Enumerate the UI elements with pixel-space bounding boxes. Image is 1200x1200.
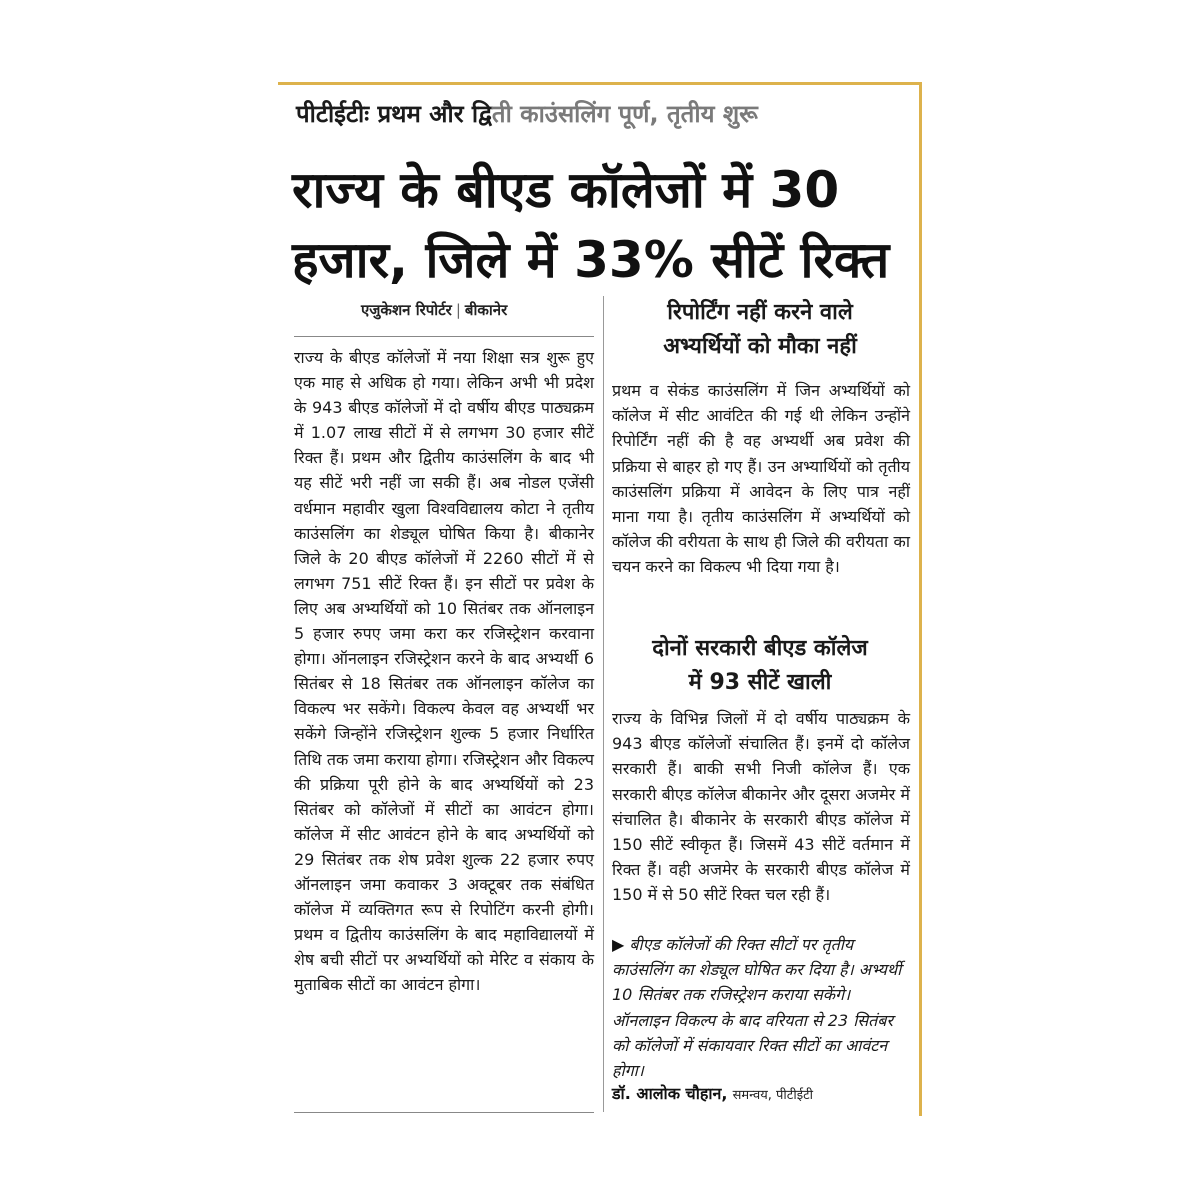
quote-author [612, 1082, 912, 1104]
byline-location: बीकानेर [464, 301, 508, 319]
kicker-part-dark: पीटीईटीः प्रथम और द्वि [296, 100, 492, 128]
main-headline [292, 155, 918, 295]
government-colleges-text: राज्य के विभिन्न जिलों में दो वर्षीय पाठ्यक्रम के 943 बीएड कॉलेजों संचालित हैं। इनमें दो कॉलेज सरकारी हैं। बाकी सभी निजी कॉलेज हैं। एक सरकारी बीएड कॉलेज बीकानेर और दूसरा अजमेर में संचालित है। बीकानेर के सरकारी बीएड कॉलेज में 150 सीटें स्वीकृत हैं। जिसमें 43 सीटें वर्तमान में रिक्त हैं। वही अजमेर के सरकारी बीएड कॉलेज में 150 में से 50 सीटें रिक्त चल रही हैं। [612, 709, 910, 905]
kicker-headline [296, 95, 916, 133]
subheading-reporting [612, 296, 908, 364]
author-role: समन्वय, पीटीईटी [732, 1088, 814, 1103]
column-divider-top [294, 336, 594, 337]
author-name: डॉ. आलोक चौहान, [612, 1084, 728, 1103]
column-divider-vertical [603, 296, 604, 1112]
quote-marker-icon: ▶ [612, 935, 625, 954]
subheading-reporting-line-2: अभ्यर्थियों को मौका नहीं [663, 334, 857, 359]
headline-line-2: हजार, जिले में 33% सीटें रिक्त [292, 231, 890, 289]
headline-line-1: राज्य के बीएड कॉलेजों में 30 [292, 161, 840, 219]
byline-reporter: एजुकेशन रिपोर्टर [361, 301, 452, 319]
quote-block [612, 932, 908, 1083]
subheading-government-colleges [612, 632, 908, 700]
byline [361, 300, 601, 320]
column-divider-bottom [294, 1112, 594, 1113]
subheading-government-line-2: में 93 सीटें खाली [688, 670, 832, 695]
kicker-part-gray: ती काउंसलिंग पूर्ण, तृतीय शुरू [491, 100, 758, 128]
main-story-text: राज्य के बीएड कॉलेजों में नया शिक्षा सत्र शुरू हुए एक माह से अधिक हो गया। लेकिन अभी भी प्रदेश के 943 बीएड कॉलेजों में दो वर्षीय बीएड पाठ्यक्रम में 1.07 लाख सीटों में से लगभग 30 हजार सीटें रिक्त हैं। प्रथम और द्वितीय काउंसलिंग के बाद भी यह सीटें भरी नहीं जा सकी हैं। अब नोडल एजेंसी वर्धमान महावीर खुला विश्वविद्यालय कोटा ने तृतीय काउंसलिंग का शेड्यूल घोषित किया है। बीकानेर जिले के 20 बीएड कॉलेजों में 2260 सीटों में से लगभग 751 सीटें रिक्त हैं। इन सीटों पर प्रवेश के लिए अब अभ्यर्थियों को 10 सितंबर तक ऑनलाइन 5 हजार रुपए जमा करा कर रजिस्ट्रेशन करवाना होगा। ऑनलाइन रजिस्ट्रेशन करने के बाद अभ्यर्थी 6 सितंबर से 18 सितंबर तक ऑनलाइन कॉलेज का विकल्प भर सकेंगे। विकल्प केवल वह अभ्यर्थी भर सकेंगे जिन्होंने रजिस्ट्रेशन शुल्क 5 हजार निर्धारित तिथि तक जमा कराया होगा। रजिस्ट्रेशन और विकल्प की प्रक्रिया पूरी होने के बाद अभ्यर्थियों को 23 सितंबर को कॉलेजों में सीटों का आवंटन होगा। कॉलेज में सीट आवंटन होने के बाद अभ्यर्थियों को 29 सितंबर तक शेष प्रवेश शुल्क 22 हजार रुपए ऑनलाइन जमा कवाकर 3 अक्टूबर तक संबंधित कॉलेज में व्यक्तिगत रूप से रिपोटिंग करनी होगी। प्रथम व द्वितीय काउंसलिंग के बाद महाविद्यालयों में शेष बची सीटों पर अभ्यर्थियों को मेरिट व संकाय के मुताबिक सीटों का आवंटन होगा। [294, 348, 594, 995]
reporting-story-text: प्रथम व सेकंड काउंसलिंग में जिन अभ्यर्थियों को कॉलेज में सीट आवंटित की गई थी लेकिन उन्होंने रिपोर्टिंग नहीं की है वह अभ्यर्थी अब प्रवेश की प्रक्रिया से बाहर हो गए हैं। उन अभ्यार्थियों को तृतीय काउंसलिंग प्रक्रिया में आवेदन के लिए पात्र नहीं माना गया है। तृतीय काउंसलिंग में अभ्यर्थियों को कॉलेज की वरीयता के साथ ही जिले की वरीयता का चयन करने का विकल्प भी दिया गया है। [612, 381, 910, 577]
byline-separator: | [455, 301, 461, 319]
quote-text: बीएड कॉलेजों की रिक्त सीटों पर तृतीय काउंसलिंग का शेड्यूल घोषित कर दिया है। अभ्यर्थी 10 सितंबर तक रजिस्ट्रेशन कराया सकेंगे। ऑनलाइन विकल्प के बाद वरियता से 23 सितंबर को कॉलेजों में संकायवार रिक्त सीटों का आवंटन होगा। [612, 935, 902, 1081]
subheading-government-line-1: दोनों सरकारी बीएड कॉलेज [652, 636, 868, 661]
subheading-reporting-line-1: रिपोर्टिंग नहीं करने वाले [667, 300, 853, 325]
